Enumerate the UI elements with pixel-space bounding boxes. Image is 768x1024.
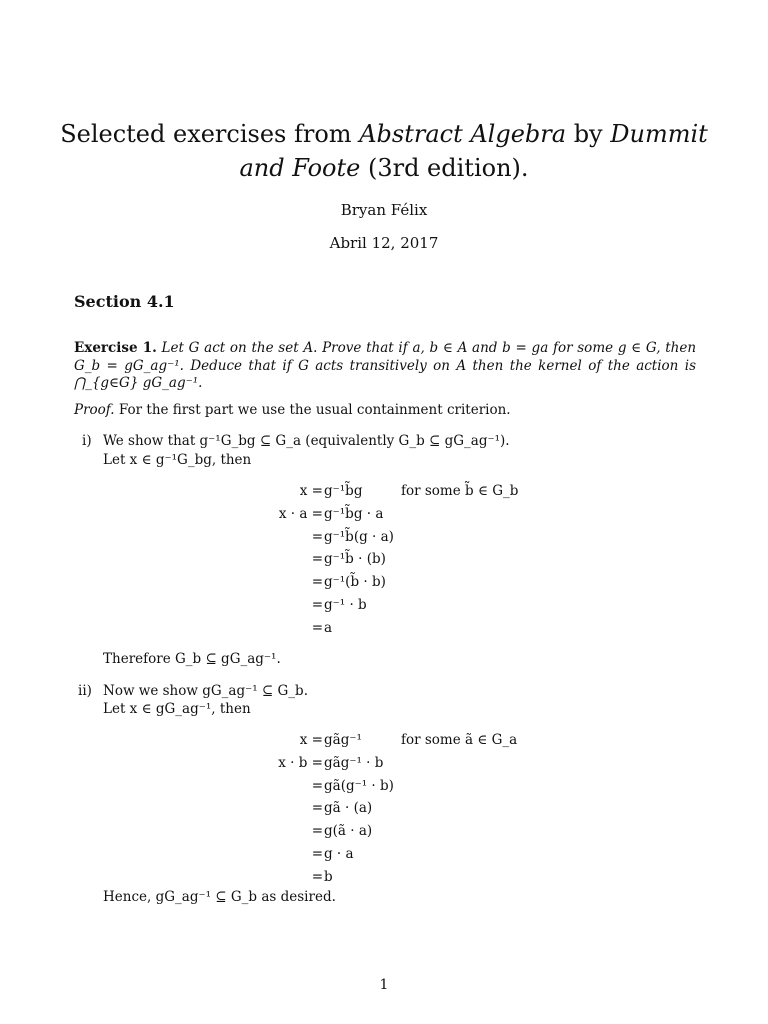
equation-rhs: gãg⁻¹ — [324, 732, 362, 748]
equation-rhs: g(ã · a) — [324, 823, 373, 840]
equation-lhs: = — [311, 574, 323, 591]
equation-rhs: g⁻¹ · b — [324, 597, 367, 613]
part-ii-conclusion: Hence, gG_ag⁻¹ ⊆ G_b as desired. — [103, 889, 336, 905]
equation-lhs: = — [311, 823, 323, 840]
equation-rhs: gã · (a) — [324, 800, 373, 817]
proof-label: Proof. — [74, 402, 115, 418]
exercise-block — [74, 340, 696, 393]
equation-lhs: x · b = — [278, 754, 323, 771]
equation-rhs: gãg⁻¹ · b — [324, 754, 384, 771]
exercise-label: Exercise 1. — [74, 340, 157, 356]
part-ii-line2: Let x ∈ gG_ag⁻¹, then — [103, 701, 251, 717]
equation-lhs: x = — [299, 483, 323, 499]
equation-note: for some ã ∈ G_a — [401, 732, 518, 748]
document-title — [60, 117, 708, 185]
title-text-by: by — [566, 120, 611, 148]
equation-lhs: = — [311, 551, 323, 568]
equation-rhs: gã(g⁻¹ · b) — [324, 777, 394, 794]
equation-rhs: g⁻¹b̃g · a — [324, 505, 384, 522]
equation-lhs: = — [311, 597, 323, 613]
title-authors-b: and Foote — [239, 154, 361, 182]
equation-rhs: g⁻¹(b̃ · b) — [324, 574, 386, 591]
equation-rhs: g⁻¹b̃(g · a) — [324, 528, 394, 545]
section-heading: Section 4.1 — [74, 292, 175, 311]
equation-note: for some b̃ ∈ G_b — [401, 483, 519, 499]
exercise-statement: Let G act on the set A. Prove that if a, b ∈ A and b = ga for some g ∈ G, then G_b = gG_ag⁻¹. Deduce that if G acts transitively on A then the kernel of the action is ⋂_{g∈G} gG_ag⁻¹. — [74, 340, 697, 391]
equation-lhs: x = — [299, 732, 323, 748]
part-ii-marker: ii) — [78, 683, 92, 699]
equation-lhs: = — [311, 868, 323, 885]
equation-lhs: = — [311, 528, 323, 545]
equation-rhs: b — [324, 868, 333, 885]
part-i-conclusion: Therefore G_b ⊆ gG_ag⁻¹. — [103, 651, 281, 667]
equation-lhs: = — [311, 619, 323, 636]
proof-text: For the first part we use the usual containment criterion. — [118, 402, 511, 418]
author-name: Bryan Félix — [340, 201, 428, 219]
part-i-line2: Let x ∈ g⁻¹G_bg, then — [103, 452, 252, 468]
title-text: Selected exercises from — [60, 120, 360, 148]
part-ii-line1: Now we show gG_ag⁻¹ ⊆ G_b. — [103, 683, 308, 699]
equation-rhs: g⁻¹b̃ · (b) — [324, 551, 386, 568]
title-book: Abstract Algebra — [359, 120, 567, 148]
equation-lhs: = — [311, 800, 323, 817]
equation-rhs: g⁻¹b̃g — [324, 483, 363, 499]
part-i-line1: We show that g⁻¹G_bg ⊆ G_a (equivalently G_b ⊆ gG_ag⁻¹). — [103, 433, 510, 449]
title-edition: (3rd edition). — [360, 154, 529, 182]
equation-lhs: x · a = — [278, 505, 323, 522]
part-i-marker: i) — [82, 433, 92, 449]
title-authors-a: Dummit — [610, 120, 708, 148]
equation-rhs: g · a — [324, 846, 354, 862]
equation-lhs: = — [311, 846, 323, 862]
page-number: 1 — [379, 977, 389, 993]
equation-rhs: a — [324, 619, 333, 636]
equation-lhs: = — [311, 777, 323, 794]
proof-intro — [74, 402, 511, 418]
document-date: Abril 12, 2017 — [329, 234, 439, 252]
